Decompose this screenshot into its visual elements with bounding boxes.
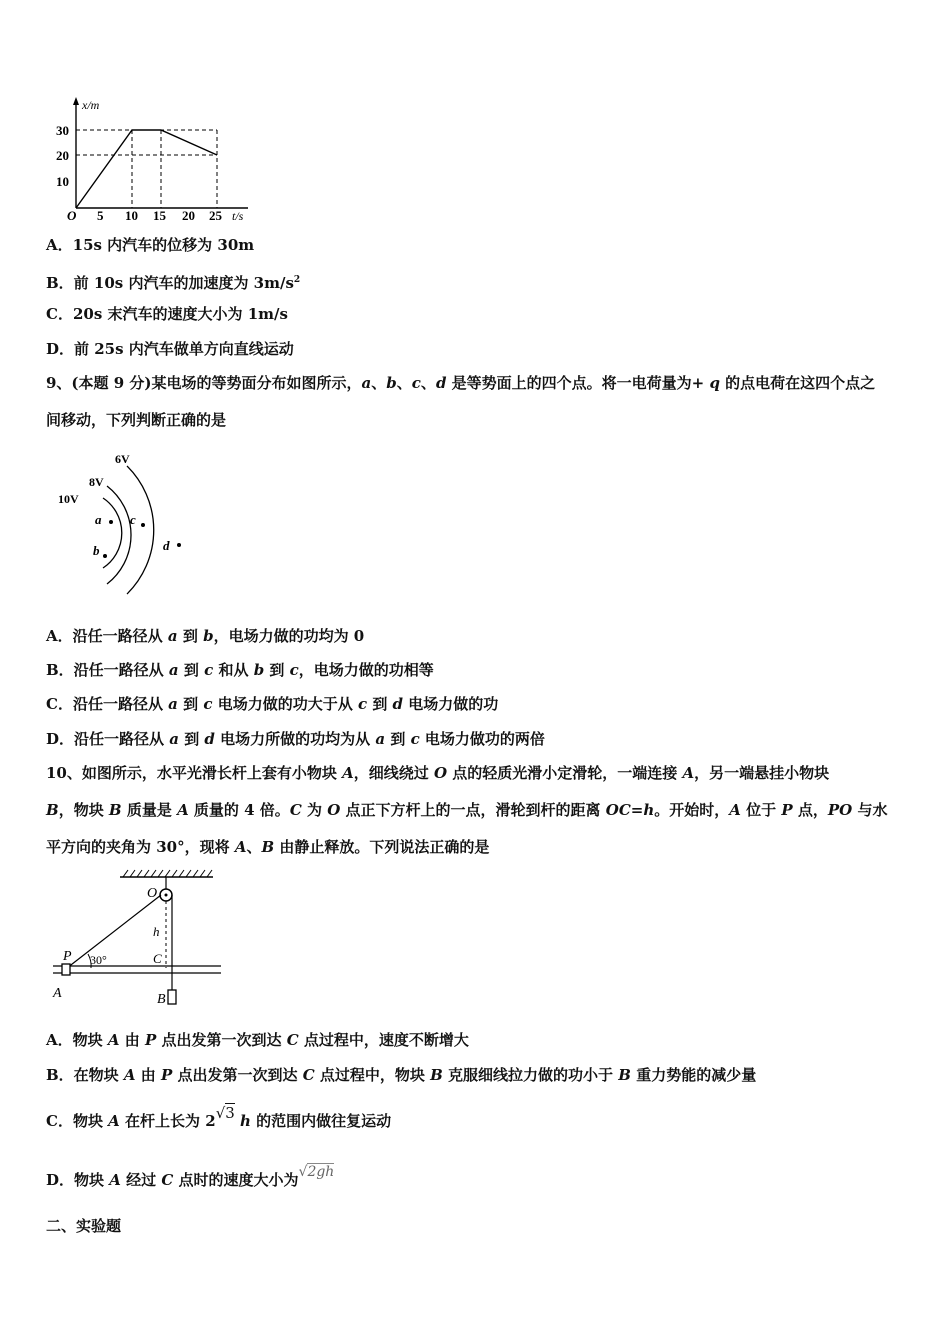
origin-label: O — [67, 208, 77, 223]
q9-option-d: D．沿任一路径从 a 到 d 电场力所做的功均为从 a 到 c 电场力做功的两倍 — [46, 730, 545, 748]
q8-option-a: A．15s 内汽车的位移为 30m — [46, 236, 255, 254]
q10-stem-line3: 平方向的夹角为 30°，现将 A、B 由静止释放。下列说法正确的是 — [46, 838, 490, 856]
y-axis-label: x/m — [82, 98, 100, 112]
x-tick: 5 — [97, 208, 104, 223]
x-tick: 25 — [209, 208, 222, 223]
q10-option-a: A．物块 A 由 P 点出发第一次到达 C 点过程中，速度不断增大 — [46, 1031, 469, 1049]
label-o: O — [147, 886, 158, 901]
label-p: P — [63, 949, 72, 964]
q8-option-c: C．20s 末汽车的速度大小为 1m/s — [46, 305, 288, 323]
point-b-label: b — [93, 543, 100, 558]
q10-option-b: B．在物块 A 由 P 点出发第一次到达 C 点过程中，物块 B 克服细线拉力做的功小于 B 重力势能的减少量 — [46, 1066, 757, 1084]
sqrt-2gh: √2gh — [298, 1164, 335, 1180]
point-c-label: c — [130, 512, 136, 527]
equipotential-figure — [55, 448, 195, 598]
label-h: h — [153, 924, 160, 939]
label-angle: 30° — [90, 953, 107, 967]
q9-stem-line1: 9、(本题 9 分)某电场的等势面分布如图所示，a、b、c、d 是等势面上的四个点。将一电荷量为+ q 的点电荷在这四个点之 — [46, 374, 876, 392]
sqrt-3: √3 — [215, 1104, 235, 1122]
y-tick: 10 — [56, 174, 69, 189]
label-6v: 6V — [115, 452, 130, 466]
y-tick: 30 — [56, 123, 69, 138]
q10-stem-line1: 10、如图所示，水平光滑长杆上套有小物块 A，细线绕过 O 点的轻质光滑小定滑轮，一端连接 A，另一端悬挂小物块 — [46, 764, 830, 782]
q9-option-a: A．沿任一路径从 a 到 b，电场力做的功均为 0 — [46, 627, 365, 645]
xt-graph — [50, 95, 260, 225]
q10-stem-line2: B，物块 B 质量是 A 质量的 4 倍。C 为 O 点正下方杆上的一点，滑轮到杆的距离 OC=h。开始时，A 位于 P 点，PO 与水 — [46, 801, 888, 819]
x-axis-label: t/s — [232, 209, 244, 223]
x-tick: 15 — [153, 208, 166, 223]
x-tick: 10 — [125, 208, 138, 223]
section-heading: 二、实验题 — [46, 1217, 122, 1235]
label-8v: 8V — [89, 475, 104, 489]
q10-option-d: D．物块 A 经过 C 点时的速度大小为√2gh — [46, 1164, 335, 1189]
pulley-figure — [45, 865, 230, 1015]
label-a: A — [53, 986, 62, 1001]
label-10v: 10V — [58, 492, 79, 506]
y-tick: 20 — [56, 148, 69, 163]
q9-option-c: C．沿任一路径从 a 到 c 电场力做的功大于从 c 到 d 电场力做的功 — [46, 695, 499, 713]
q9-stem-line2: 间移动，下列判断正确的是 — [46, 411, 227, 429]
label-b: B — [157, 992, 166, 1007]
label-c: C — [153, 951, 162, 966]
q8-option-d: D．前 25s 内汽车做单方向直线运动 — [46, 340, 294, 358]
x-tick: 20 — [182, 208, 195, 223]
q8-option-b: B．前 10s 内汽车的加速度为 $3m/s^2$ — [46, 274, 301, 292]
q10-option-c: C．物块 A 在杆上长为 2√3 h 的范围内做往复运动 — [46, 1104, 392, 1130]
point-a-label: a — [95, 512, 102, 527]
q9-option-b: B．沿任一路径从 a 到 c 和从 b 到 c，电场力做的功相等 — [46, 661, 434, 679]
point-d-label: d — [163, 538, 170, 553]
